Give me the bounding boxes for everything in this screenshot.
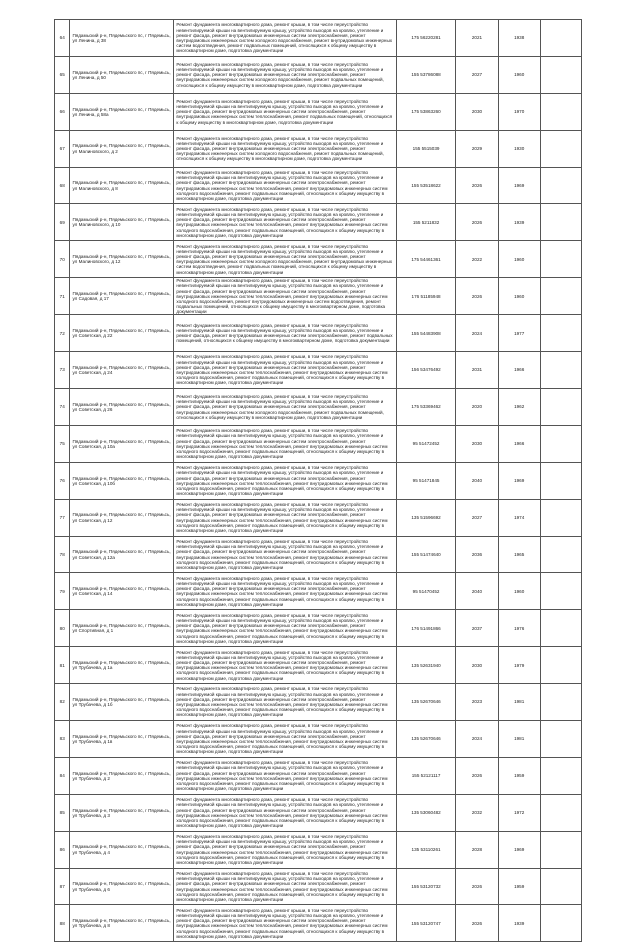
row-planned-year: 2032 [456,794,498,831]
row-address: Пядамьский р-н, Пядемьского пс, г Пядемьсь, ул Трубачева, д 8 [70,905,174,942]
row-number: 68 [55,167,70,204]
row-empty-cell [540,204,581,241]
row-work-description [174,794,396,831]
table-row [55,241,582,278]
row-build-year: 1960 [498,56,540,93]
row-number: 77 [55,499,70,536]
row-work-description [174,20,396,57]
table-row [55,204,582,241]
row-planned-year: 2024 [456,315,498,352]
row-address: Пядамьский р-н, Пядемьского пс, г Пядемьсь, ул Трубачева, д 1в [70,721,174,758]
table-row [55,425,582,462]
row-work-description [174,130,396,167]
row-cadastral-code: 176 51185948 [396,278,456,315]
row-planned-year: 2023 [456,684,498,721]
row-work-description [174,684,396,721]
table-row [55,462,582,499]
row-planned-year: 2031 [456,352,498,389]
row-cadastral-code: 135 52670646 [396,721,456,758]
row-number: 70 [55,241,70,278]
row-build-year: 1966 [498,425,540,462]
row-build-year: 1938 [498,20,540,57]
row-number: 87 [55,868,70,905]
table-row [55,905,582,942]
row-number: 74 [55,389,70,426]
row-address: Пядамьский р-н, Пядемьского пс, г Пядемьсь, ул Трубачева, д 2 [70,757,174,794]
row-build-year: 1981 [498,721,540,758]
work-text: Ремонт фундамента многоквартирного дома, ремонт крыши, в том числе переустройство невентилируемой крыши на вентилируемую крышу, устройство выходов на кровлю, утепление и ремонт фасада, ремонт внутридомовых инженерных систем электроснабжения, ремонт внутридомовых инженерных систем теплоснабжения, ремонт подвальных помещений, относящихся к общему имуществу в многоквартирном доме, подготовка документации [176,98,393,125]
table-row [55,315,582,352]
document-page [54,19,582,942]
row-empty-cell [540,573,581,610]
row-build-year: 1930 [498,130,540,167]
row-empty-cell [540,56,581,93]
row-number: 71 [55,278,70,315]
row-empty-cell [540,831,581,868]
row-build-year: 1979 [498,647,540,684]
row-number: 85 [55,794,70,831]
row-number: 64 [55,20,70,57]
work-text: Ремонт фундамента многоквартирного дома, ремонт крыши, в том числе переустройство невентилируемой крыши на вентилируемую крышу, устройство выходов на кровлю, утепление и ремонт фасада, ремонт внутридомовых инженерных систем электроснабжения, ремонт внутридомовых инженерных систем теплоснабжения, ремонт внутридомовых инженерных систем холодного водоснабжения, ремонт подвальных помещений, относящихся к общему имуществу в многоквартирном доме, подготовка документации [176,834,388,866]
row-cadastral-code: 155 54483908 [396,315,456,352]
row-address: Пядамьский р-н, Пядемьского пс, г Пядемьсь, ул Малиновского, д 8 [70,167,174,204]
row-cadastral-code: 155 53120732 [396,868,456,905]
row-planned-year: 2026 [456,868,498,905]
row-number: 65 [55,56,70,93]
row-cadastral-code: 155 51474640 [396,536,456,573]
row-work-description [174,167,396,204]
row-work-description [174,56,396,93]
row-work-description [174,241,396,278]
row-cadastral-code: 95 51472452 [396,425,456,462]
row-number: 76 [55,462,70,499]
row-empty-cell [540,241,581,278]
row-planned-year: 2022 [456,241,498,278]
row-planned-year: 2026 [456,204,498,241]
row-cadastral-code: 155 52121117 [396,757,456,794]
row-cadastral-code: 135 52670646 [396,684,456,721]
row-empty-cell [540,499,581,536]
row-planned-year: 2030 [456,647,498,684]
row-work-description [174,425,396,462]
row-address: Пядамьский р-н, Пядемьского пс, г Пядемьсь, ул Трубачева, д 6 [70,868,174,905]
row-address: Пядамьский р-н, Пядемьского пс, г Пядемьсь, ул Спортивная, д 1 [70,610,174,647]
row-empty-cell [540,352,581,389]
row-number: 84 [55,757,70,794]
row-work-description [174,389,396,426]
row-build-year: 1969 [498,462,540,499]
row-number: 82 [55,684,70,721]
row-empty-cell [540,130,581,167]
row-address: Пядамьский р-н, Пядемьского пс, г Пядемьсь, ул Советская, д 12а [70,536,174,573]
row-cadastral-code: 135 51596692 [396,499,456,536]
row-work-description [174,905,396,942]
row-number: 80 [55,610,70,647]
row-address: Пядамьский р-н, Пядемьского пс, г Пядемьсь, ул Советская, д 10а [70,425,174,462]
work-text: Ремонт фундамента многоквартирного дома, ремонт крыши, в том числе переустройство невентилируемой крыши на вентилируемую крышу, устройство выходов на кровлю, утепление и ремонт фасада, ремонт внутридомовых инженерных систем электроснабжения, ремонт внутридомовых инженерных систем теплоснабжения, ремонт внутридомовых инженерных систем холодного водоснабжения, ремонт подвальных помещений, относящихся к общему имуществу в многоквартирном доме, подготовка документации [176,169,388,201]
row-empty-cell [540,462,581,499]
row-build-year: 1977 [498,315,540,352]
work-text: Ремонт фундамента многоквартирного дома, ремонт крыши, в том числе переустройство невентилируемой крыши на вентилируемую крышу, устройство выходов на кровлю, утепление и ремонт фасада, ремонт внутридомовых инженерных систем электроснабжения, ремонт внутридомовых инженерных систем холодного водоснабжения, ремонт подвальных помещений, относящихся к общему имуществу в многоквартирном доме, подготовка документации [176,61,384,88]
row-cadastral-code: 156 53476492 [396,352,456,389]
table-row [55,536,582,573]
row-planned-year: 2024 [456,721,498,758]
row-number: 79 [55,573,70,610]
work-text: Ремонт фундамента многоквартирного дома, ремонт крыши, в том числе переустройство невентилируемой крыши на вентилируемую крышу, устройство выходов на кровлю, утепление и ремонт фасада, ремонт внутридомовых инженерных систем электроснабжения, ремонт внутридомовых инженерных систем теплоснабжения, ремонт внутридомовых инженерных систем холодного водоснабжения, ремонт подвальных помещений, относящихся к общему имуществу в многоквартирном доме, подготовка документации [176,907,388,939]
table-row [55,573,582,610]
table-row [55,721,582,758]
row-work-description [174,757,396,794]
table-row [55,389,582,426]
row-empty-cell [540,610,581,647]
work-text: Ремонт фундамента многоквартирного дома, ремонт крыши, в том числе переустройство невентилируемой крыши на вентилируемую крышу, устройство выходов на кровлю, утепление и ремонт фасада, ремонт внутридомовых инженерных систем электроснабжения, ремонт внутридомовых инженерных систем теплоснабжения, ремонт внутридомовых инженерных систем холодного водоснабжения, ремонт подвальных помещений, относящихся к общему имуществу в многоквартирном доме, подготовка документации [176,870,388,902]
row-empty-cell [540,721,581,758]
row-number: 69 [55,204,70,241]
row-address: Пядамьский р-н, Пядемьского пс, г Пядемьсь, ул Трубачева, д 3 [70,794,174,831]
row-build-year: 1974 [498,499,540,536]
row-empty-cell [540,315,581,352]
table-row [55,278,582,315]
work-text: Ремонт фундамента многоквартирного дома, ремонт крыши, в том числе переустройство невентилируемой крыши на вентилируемую крышу, устройство выходов на кровлю, утепление и ремонт фасада, ремонт внутридомовых инженерных систем электроснабжения, ремонт внутридомовых инженерных систем теплоснабжения, ремонт внутридомовых инженерных систем холодного водоснабжения, ремонт подвальных помещений, относящихся к общему имуществу в многоквартирном доме, подготовка документации [176,206,388,238]
row-cadastral-code: 175 53863260 [396,93,456,130]
row-planned-year: 2040 [456,462,498,499]
work-text: Ремонт фундамента многоквартирного дома, ремонт крыши, в том числе переустройство невентилируемой крыши на вентилируемую крышу, устройство выходов на кровлю, утепление и ремонт фасада, ремонт внутридомовых инженерных систем электроснабжения, ремонт внутридомовых инженерных систем теплоснабжения, ремонт внутридомовых инженерных систем холодного водоснабжения, ремонт подвальных помещений, относящихся к общему имуществу в многоквартирном доме, подготовка документации [176,354,388,386]
row-address: Пядамьский р-н, Пядемьского пс, г Пядемьсь, ул Советская, д 10б [70,462,174,499]
row-build-year: 1959 [498,868,540,905]
row-build-year: 1981 [498,684,540,721]
work-text: Ремонт фундамента многоквартирного дома, ремонт крыши, в том числе переустройство невентилируемой крыши на вентилируемую крышу, устройство выходов на кровлю, утепление и ремонт фасада, ремонт внутридомовых инженерных систем электроснабжения, ремонт внутридомовых инженерных систем теплоснабжения, ремонт внутридомовых инженерных систем холодного водоснабжения, ремонт подвальных помещений, относящихся к общему имуществу в многоквартирном доме, подготовка документации [176,723,388,755]
row-planned-year: 2026 [456,757,498,794]
row-address: Пядамьский р-н, Пядемьского пс, г Пядемьсь, ул Советская, д 12 [70,499,174,536]
row-build-year: 1965 [498,536,540,573]
row-planned-year: 2036 [456,536,498,573]
table-row [55,831,582,868]
row-cadastral-code: 175 56220281 [396,20,456,57]
row-empty-cell [540,684,581,721]
work-text: Ремонт фундамента многоквартирного дома, ремонт крыши, в том числе переустройство невентилируемой крыши на вентилируемую крышу, устройство выходов на кровлю, утепление и ремонт фасада, ремонт внутридомовых инженерных систем электроснабжения, ремонт внутридомовых инженерных систем теплоснабжения, ремонт внутридомовых инженерных систем холодного водоснабжения, ремонт подвальных помещений, относящихся к общему имуществу в многоквартирном доме, подготовка документации [176,760,388,792]
row-build-year: 1972 [498,794,540,831]
row-work-description [174,647,396,684]
work-text: Ремонт фундамента многоквартирного дома, ремонт крыши, в том числе переустройство невентилируемой крыши на вентилируемую крышу, устройство выходов на кровлю, утепление и ремонт фасада, ремонт внутридомовых инженерных систем электроснабжения, ремонт внутридомовых инженерных систем холодного водоснабжения, ремонт подвальных помещений, относящихся к общему имуществу в многоквартирном доме, подготовка документации [176,393,384,420]
row-address: Пядамьский р-н, Пядемьского пс, г Пядемьсь, ул Малиновского, д 12 [70,241,174,278]
row-number: 83 [55,721,70,758]
table-row [55,647,582,684]
row-planned-year: 2028 [456,831,498,868]
row-planned-year: 2030 [456,425,498,462]
row-build-year: 1969 [498,167,540,204]
row-number: 88 [55,905,70,942]
work-text: Ремонт фундамента многоквартирного дома, ремонт крыши, в том числе переустройство невентилируемой крыши на вентилируемую крышу, устройство выходов на кровлю, утепление и ремонт фасада, ремонт внутридомовых инженерных систем электроснабжения, ремонт внутридомовых инженерных систем холодного водоснабжения, ремонт внутридомовых инженерных систем водоотведения, ремонт подвальных помещений, относящихся к общему имуществу в многоквартирном доме, подготовка документации [176,243,393,275]
row-work-description [174,315,396,352]
row-planned-year: 2030 [456,93,498,130]
row-planned-year: 2026 [456,278,498,315]
table-row [55,352,582,389]
row-empty-cell [540,278,581,315]
row-cadastral-code: 155 53518622 [396,167,456,204]
row-cadastral-code: 155 5515039 [396,130,456,167]
row-address: Пядамьский р-н, Пядемьского пс, г Пядемьсь, ул Трубачева, д 4 [70,831,174,868]
row-work-description [174,352,396,389]
row-address: Пядамьский р-н, Пядемьского пс, г Пядемьсь, ул Садовая, д 17 [70,278,174,315]
table-row [55,130,582,167]
work-text: Ремонт фундамента многоквартирного дома, ремонт крыши, в том числе переустройство невентилируемой крыши на вентилируемую крышу, устройство выходов на кровлю, утепление и ремонт фасада, ремонт внутридомовых инженерных систем электроснабжения, ремонт внутридомовых инженерных систем холодного водоснабжения, ремонт подвальных помещений, относящихся к общему имуществу в многоквартирном доме, подготовка документации [176,135,384,162]
row-number: 78 [55,536,70,573]
row-build-year: 1939 [498,905,540,942]
row-empty-cell [540,647,581,684]
row-cadastral-code: 135 53110261 [396,831,456,868]
row-work-description [174,831,396,868]
table-row [55,20,582,57]
row-cadastral-code: 175 53369462 [396,389,456,426]
repair-schedule-table [54,19,582,942]
row-planned-year: 2037 [456,610,498,647]
row-cadastral-code: 155 53786088 [396,56,456,93]
row-empty-cell [540,389,581,426]
row-number: 86 [55,831,70,868]
row-build-year: 1939 [498,204,540,241]
row-build-year: 1970 [498,93,540,130]
row-work-description [174,573,396,610]
row-empty-cell [540,757,581,794]
work-text: Ремонт фундамента многоквартирного дома, ремонт крыши, в том числе переустройство невентилируемой крыши на вентилируемую крышу, устройство выходов на кровлю, утепление и ремонт фасада, ремонт внутридомовых инженерных систем электроснабжения, ремонт внутридомовых инженерных систем теплоснабжения, ремонт внутридомовых инженерных систем холодного водоснабжения, ремонт подвальных помещений, относящихся к общему имуществу в многоквартирном доме, подготовка документации [176,612,388,644]
work-text: Ремонт фундамента многоквартирного дома, ремонт крыши, в том числе переустройство невентилируемой крыши на вентилируемую крышу, устройство выходов на кровлю, утепление и ремонт фасада, ремонт внутридомовых инженерных систем электроснабжения, ремонт внутридомовых инженерных систем холодного водоснабжения, ремонт внутридомовых инженерных систем водоотведения, ремонт подвальных помещений, относящихся к общему имуществу в многоквартирном доме, подготовка документации [176,22,393,54]
row-work-description [174,868,396,905]
row-work-description [174,278,396,315]
row-planned-year: 2027 [456,56,498,93]
row-address: Пядамьский р-н, Пядемьского пс, г Пядемьсь, ул Трубачева, д 1б [70,684,174,721]
row-build-year: 1962 [498,389,540,426]
work-text: Ремонт фундамента многоквартирного дома, ремонт крыши, в том числе переустройство невентилируемой крыши на вентилируемую крышу, устройство выходов на кровлю, утепление и ремонт фасада, ремонт внутридомовых инженерных систем электроснабжения, ремонт внутридомовых инженерных систем теплоснабжения, ремонт внутридомовых инженерных систем холодного водоснабжения, ремонт подвальных помещений, относящихся к общему имуществу в многоквартирном доме, подготовка документации [176,686,388,718]
table-row [55,56,582,93]
row-address: Пядамьский р-н, Пядемьского пс, г Пядемьсь, ул Ленина, д 58а [70,93,174,130]
row-number: 72 [55,315,70,352]
row-empty-cell [540,536,581,573]
row-planned-year: 2026 [456,905,498,942]
table-row [55,757,582,794]
row-empty-cell [540,905,581,942]
row-build-year: 1960 [498,573,540,610]
row-address: Пядамьский р-н, Пядемьского пс, г Пядемьсь, ул Советская, д 14 [70,573,174,610]
row-planned-year: 2026 [456,167,498,204]
row-cadastral-code: 95 51470452 [396,573,456,610]
row-address: Пядамьский р-н, Пядемьского пс, г Пядемьсь, ул Малиновского, д 2 [70,130,174,167]
table-body [55,20,582,942]
row-number: 81 [55,647,70,684]
row-planned-year: 2040 [456,573,498,610]
row-build-year: 1966 [498,352,540,389]
row-work-description [174,499,396,536]
table-row [55,499,582,536]
row-empty-cell [540,167,581,204]
table-row [55,794,582,831]
work-text: Ремонт фундамента многоквартирного дома, ремонт крыши, в том числе переустройство невентилируемой крыши на вентилируемую крышу, устройство выходов на кровлю, утепление и ремонт фасада, ремонт внутридомовых инженерных систем электроснабжения, ремонт внутридомовых инженерных систем теплоснабжения, ремонт внутридомовых инженерных систем холодного водоснабжения, ремонт подвальных помещений, относящихся к общему имуществу в многоквартирном доме, подготовка документации [176,538,388,570]
row-address: Пядамьский р-н, Пядемьского пс, г Пядемьсь, ул Советская, д 22 [70,315,174,352]
row-address: Пядамьский р-н, Пядемьского пс, г Пядемьсь, ул Советская, д 24 [70,352,174,389]
table-row [55,684,582,721]
row-work-description [174,610,396,647]
row-build-year: 1960 [498,278,540,315]
row-address: Пядамьский р-н, Пядемьского пс, г Пядемьсь, ул Трубачева, д 1а [70,647,174,684]
row-build-year: 1959 [498,757,540,794]
row-cadastral-code: 155 5211832 [396,204,456,241]
row-empty-cell [540,868,581,905]
row-empty-cell [540,425,581,462]
row-build-year: 1960 [498,241,540,278]
row-number: 66 [55,93,70,130]
work-text: Ремонт фундамента многоквартирного дома, ремонт крыши, в том числе переустройство невентилируемой крыши на вентилируемую крышу, устройство выходов на кровлю, утепление и ремонт фасада, ремонт внутридомовых инженерных систем электроснабжения, ремонт подвальных помещений, относящихся к общему имуществу в многоквартирном доме, подготовка документации [176,322,393,344]
row-number: 75 [55,425,70,462]
row-build-year: 1976 [498,610,540,647]
work-text: Ремонт фундамента многоквартирного дома, ремонт крыши, в том числе переустройство невентилируемой крыши на вентилируемую крышу, устройство выходов на кровлю, утепление и ремонт фасада, ремонт внутридомовых инженерных систем электроснабжения, ремонт внутридомовых инженерных систем теплоснабжения, ремонт внутридомовых инженерных систем холодного водоснабжения, ремонт подвальных помещений, относящихся к общему имуществу в многоквартирном доме, подготовка документации [176,575,388,607]
row-work-description [174,462,396,499]
row-number: 67 [55,130,70,167]
row-planned-year: 2027 [456,499,498,536]
table-row [55,868,582,905]
work-text: Ремонт фундамента многоквартирного дома, ремонт крыши, в том числе переустройство невентилируемой крыши на вентилируемую крышу, устройство выходов на кровлю, утепление и ремонт фасада, ремонт внутридомовых инженерных систем электроснабжения, ремонт внутридомовых инженерных систем теплоснабжения, ремонт внутридомовых инженерных систем холодного водоснабжения, ремонт подвальных помещений, относящихся к общему имуществу в многоквартирном доме, подготовка документации [176,797,388,829]
row-cadastral-code: 155 53120747 [396,905,456,942]
row-planned-year: 2020 [456,389,498,426]
row-planned-year: 2029 [456,130,498,167]
row-cadastral-code: 135 53060482 [396,794,456,831]
row-address: Пядамьский р-н, Пядемьского пс, г Пядемьсь, ул Ленина, д 50 [70,56,174,93]
row-cadastral-code: 95 51471845 [396,462,456,499]
row-address: Пядамьский р-н, Пядемьского пс, г Пядемьсь, ул Малиновского, д 10 [70,204,174,241]
row-address: Пядамьский р-н, Пядемьского пс, г Пядемьсь, ул Советская, д 26 [70,389,174,426]
row-build-year: 1969 [498,831,540,868]
work-text: Ремонт фундамента многоквартирного дома, ремонт крыши, в том числе переустройство невентилируемой крыши на вентилируемую крышу, устройство выходов на кровлю, утепление и ремонт фасада, ремонт внутридомовых инженерных систем электроснабжения, ремонт внутридомовых инженерных систем теплоснабжения, ремонт внутридомовых инженерных систем холодного водоснабжения, ремонт подвальных помещений, относящихся к общему имуществу в многоквартирном доме, подготовка документации [176,502,388,534]
row-work-description [174,204,396,241]
row-empty-cell [540,794,581,831]
row-empty-cell [540,20,581,57]
work-text: Ремонт фундамента многоквартирного дома, ремонт крыши, в том числе переустройство невентилируемой крыши на вентилируемую крышу, устройство выходов на кровлю, утепление и ремонт фасада, ремонт внутридомовых инженерных систем электроснабжения, ремонт внутридомовых инженерных систем теплоснабжения, ремонт внутридомовых инженерных систем холодного водоснабжения, ремонт подвальных помещений, относящихся к общему имуществу в многоквартирном доме, подготовка документации [176,428,388,460]
row-number: 73 [55,352,70,389]
row-empty-cell [540,93,581,130]
work-text: Ремонт фундамента многоквартирного дома, ремонт крыши, в том числе переустройство невентилируемой крыши на вентилируемую крышу, устройство выходов на кровлю, утепление и ремонт фасада, ремонт внутридомовых инженерных систем электроснабжения, ремонт внутридомовых инженерных систем теплоснабжения, ремонт внутридомовых инженерных систем холодного водоснабжения, ремонт подвальных помещений, относящихся к общему имуществу в многоквартирном доме, подготовка документации [176,465,388,497]
table-row [55,93,582,130]
row-work-description [174,93,396,130]
row-cadastral-code: 176 51491866 [396,610,456,647]
row-address: Пядамьский р-н, Пядемьского пс, г Пядемьсь, ул Ленина, д 38 [70,20,174,57]
row-work-description [174,536,396,573]
row-work-description [174,721,396,758]
row-cadastral-code: 175 54461361 [396,241,456,278]
work-text: Ремонт фундамента многоквартирного дома, ремонт крыши, в том числе переустройство невентилируемой крыши на вентилируемую крышу, устройство выходов на кровлю, утепление и ремонт фасада, ремонт внутридомовых инженерных систем электроснабжения, ремонт внутридомовых инженерных систем теплоснабжения, ремонт внутридомовых инженерных систем холодного водоснабжения, ремонт подвальных помещений, относящихся к общему имуществу в многоквартирном доме, подготовка документации [176,649,388,681]
table-row [55,167,582,204]
work-text: Ремонт фундамента многоквартирного дома, ремонт крыши, в том числе переустройство невентилируемой крыши на вентилируемую крышу, устройство выходов на кровлю, утепление и ремонт фасада, ремонт внутридомовых инженерных систем электроснабжения, ремонт внутридомовых инженерных систем теплоснабжения, ремонт внутридомовых инженерных систем холодного водоснабжения, ремонт внутридомовых инженерных систем водоотведения, ремонт подвальных помещений, относящихся к общему имуществу в многоквартирном доме, подготовка документации [176,278,388,315]
row-planned-year: 2021 [456,20,498,57]
table-row [55,610,582,647]
row-cadastral-code: 135 52631940 [396,647,456,684]
